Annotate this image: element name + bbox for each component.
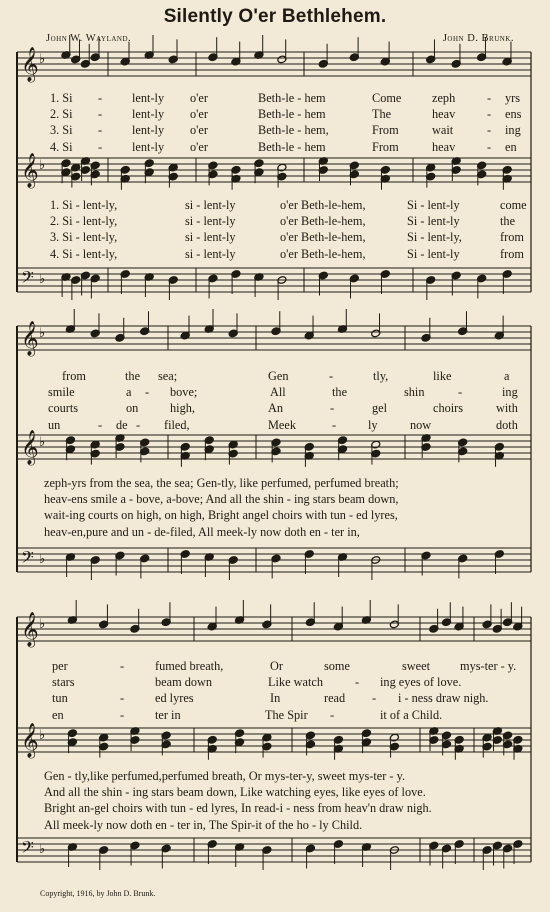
note-head <box>451 44 461 68</box>
lyric-syllable: - <box>120 707 125 722</box>
note-head <box>254 273 264 297</box>
lyric-syllable: read <box>324 691 346 706</box>
lyric-syllable: from <box>62 369 86 383</box>
lyric-syllable: the <box>500 214 516 229</box>
bass-clef-icon: 𝄢 <box>21 837 34 861</box>
lyric-syllable: - <box>145 385 150 400</box>
lyric-syllable: ens <box>505 107 522 122</box>
lyric-line <box>0 230 550 245</box>
note-head <box>208 37 218 61</box>
lyric-syllable: Beth-le - hem, <box>258 123 329 138</box>
lyric-syllable: sweet <box>402 659 430 673</box>
note-head <box>426 276 436 300</box>
lyric-syllable: - <box>458 385 463 400</box>
lyric-line <box>0 401 550 416</box>
lyric-syllable: 1. Si - lent-ly, <box>50 198 118 212</box>
lyric-syllable: o'er Beth-le-hem, <box>280 198 366 212</box>
hymn-title: Silently O'er Bethlehem. <box>163 6 387 27</box>
note-head <box>380 270 390 294</box>
lyric-syllable: heav-en,pure and un - de-filed, All meek-ly now doth en - ter in, <box>44 524 360 539</box>
note-head <box>503 602 513 626</box>
note-head <box>120 42 130 66</box>
bass-clef-icon: 𝄢 <box>21 267 34 291</box>
lyric-syllable: Gen <box>268 369 289 383</box>
lyric-syllable: - <box>120 691 125 706</box>
lyric-syllable: 4. Si <box>50 139 73 154</box>
note-head <box>228 556 238 580</box>
lyric-line <box>0 785 550 800</box>
note-head <box>502 270 512 294</box>
flat-sign-icon: ♭ <box>39 728 46 743</box>
lyric-syllable: 3. Si <box>50 123 73 138</box>
note-head <box>235 600 245 624</box>
note-head <box>262 846 272 870</box>
lyric-syllable: Gen - tly,like perfumed,perfumed breath, Or mys-ter-y, sweet mys-ter - y. <box>44 769 406 783</box>
note-head <box>67 600 77 624</box>
lyric-syllable: choirs <box>433 401 464 416</box>
lyric-line <box>0 214 550 229</box>
lyric-syllable: - <box>98 417 103 432</box>
lyric-syllable: like <box>433 369 452 383</box>
note-head <box>115 318 125 342</box>
lyric-syllable: o'er <box>190 107 208 122</box>
lyric-syllable: the <box>125 369 141 383</box>
note-head <box>337 309 347 333</box>
note-head <box>67 843 77 867</box>
lyric-syllable: beam down <box>155 675 213 690</box>
note-head <box>333 840 343 864</box>
note-head <box>494 316 504 340</box>
lyric-syllable: shin <box>404 385 425 400</box>
lyric-syllable: ter in <box>155 707 181 722</box>
note-head <box>71 276 81 300</box>
lyric-syllable: ly <box>368 417 378 432</box>
lyric-syllable: on <box>126 401 139 416</box>
treble-clef-icon: 𝄞 <box>21 612 39 647</box>
lyric-syllable: ed lyres <box>155 691 194 706</box>
lyric-syllable: - <box>120 659 125 673</box>
lyric-syllable: 3. Si - lent-ly, <box>50 230 118 245</box>
lyric-line <box>0 492 550 507</box>
lyric-syllable: en <box>505 139 517 154</box>
flat-sign-icon: ♭ <box>39 326 46 341</box>
note-head <box>254 35 264 59</box>
note-head <box>271 311 281 335</box>
note-head <box>318 44 328 68</box>
lyric-syllable: Like watch <box>268 675 323 690</box>
lyric-syllable: heav <box>432 107 456 122</box>
lyric-syllable: Si - lent-ly <box>407 198 460 212</box>
treble-clef-icon: 𝄞 <box>21 153 39 188</box>
lyric-syllable: the <box>332 385 348 400</box>
lyric-syllable: a <box>126 385 132 400</box>
lyric-syllable: Bright an-gel choirs with tun - ed lyres, In read-i - ness from heav'n draw nigh. <box>44 801 432 816</box>
copyright-notice: Copyright, 1916, by John D. Brunk. <box>40 889 156 898</box>
lyric-syllable: stars <box>52 675 75 690</box>
lyric-syllable: high, <box>170 401 195 416</box>
lyric-syllable: a <box>504 369 510 383</box>
lyric-line <box>0 508 550 523</box>
note-head <box>204 553 214 577</box>
note-head <box>337 553 347 577</box>
flat-sign-icon: ♭ <box>39 552 46 567</box>
note-head <box>130 609 140 633</box>
lyric-syllable: zeph-yrs from the sea, the sea; Gen-tly, like perfumed, perfumed breath; <box>44 476 399 490</box>
flat-sign-icon: ♭ <box>39 435 46 450</box>
lyric-syllable: o'er <box>190 91 208 105</box>
lyric-syllable: Si - lent-ly <box>407 214 460 229</box>
note-head <box>235 843 245 867</box>
note-head <box>161 602 171 626</box>
lyric-syllable: en <box>52 707 64 722</box>
note-head <box>494 550 504 574</box>
note-head <box>90 556 100 580</box>
note-head <box>231 270 241 294</box>
treble-clef-icon: 𝄞 <box>21 47 39 82</box>
lyric-syllable: In <box>270 691 281 706</box>
lyric-line <box>0 107 550 122</box>
lyric-syllable: o'er <box>190 139 208 154</box>
lyric-syllable: lent-ly <box>132 91 165 105</box>
flat-sign-icon: ♭ <box>39 617 46 632</box>
note-head <box>180 316 190 340</box>
lyric-syllable: courts <box>48 401 79 416</box>
lyric-syllable: o'er <box>190 123 208 138</box>
lyric-syllable: de <box>116 417 128 432</box>
note-head <box>65 553 75 577</box>
note-head <box>180 550 190 574</box>
note-head <box>458 311 468 335</box>
lyric-syllable: - <box>98 123 103 138</box>
note-head <box>61 35 71 59</box>
lyric-syllable: 1. Si <box>50 91 73 105</box>
lyric-syllable: Beth-le - hem <box>258 139 326 154</box>
lyric-syllable: smile <box>48 385 75 400</box>
lyric-syllable: come <box>500 198 527 212</box>
lyric-syllable: si - lent-ly <box>185 214 236 229</box>
lyric-syllable: 4. Si - lent-ly, <box>50 246 118 261</box>
note-head <box>90 37 100 61</box>
note-head <box>144 35 154 59</box>
lyric-syllable: ing eyes of love. <box>380 675 462 690</box>
lyric-syllable: - <box>487 107 492 122</box>
lyric-line <box>0 476 550 491</box>
lyric-line <box>0 91 550 106</box>
lyric-syllable: per <box>52 659 68 673</box>
note-head <box>492 609 502 633</box>
treble-clef-icon: 𝄞 <box>21 723 39 758</box>
lyricist-credit: John W. Wayland. <box>46 33 132 44</box>
note-head <box>389 846 399 870</box>
note-head <box>204 309 214 333</box>
lyric-line <box>0 140 550 155</box>
note-head <box>140 311 150 335</box>
lyric-syllable: - <box>487 139 492 154</box>
lyric-syllable: All <box>270 385 286 400</box>
lyric-syllable: - <box>487 91 492 105</box>
note-head <box>454 607 464 631</box>
note-head <box>361 600 371 624</box>
note-head <box>61 273 71 297</box>
note-head <box>513 840 523 864</box>
lyric-syllable: doth <box>496 417 518 432</box>
lyric-syllable: filed, <box>164 417 190 432</box>
flat-sign-icon: ♭ <box>39 158 46 173</box>
lyric-syllable: - <box>487 123 492 138</box>
lyric-syllable: wait-ing courts on high, on high, Bright angel choirs with tun - ed lyres, <box>44 508 398 523</box>
lyric-syllable: tun <box>52 691 68 706</box>
note-head <box>333 607 343 631</box>
lyric-syllable: wait <box>432 123 454 138</box>
lyric-syllable: si - lent-ly <box>185 230 236 245</box>
lyric-syllable: From <box>372 123 399 138</box>
lyric-syllable: - <box>372 691 377 706</box>
lyric-syllable: from <box>500 246 524 261</box>
lyric-syllable: lent-ly <box>132 123 165 138</box>
note-head <box>207 607 217 631</box>
lyric-syllable: o'er Beth-le-hem, <box>280 214 366 229</box>
note-head <box>380 42 390 66</box>
note-head <box>429 609 439 633</box>
lyric-syllable: 2. Si - lent-ly, <box>50 214 118 229</box>
flat-sign-icon: ♭ <box>39 842 46 857</box>
note-head <box>304 316 314 340</box>
lyric-line <box>0 708 550 723</box>
lyric-line <box>0 675 550 690</box>
lyric-syllable: yrs <box>505 91 521 105</box>
lyric-syllable: si - lent-ly <box>185 246 236 261</box>
lyric-line <box>0 123 550 138</box>
lyric-syllable: - <box>136 417 141 432</box>
lyric-syllable: o'er Beth-le-hem, <box>280 246 366 261</box>
lyric-syllable: The <box>372 107 392 122</box>
note-head <box>361 843 371 867</box>
lyric-syllable: heav <box>432 139 456 154</box>
lyric-syllable: sea; <box>158 369 178 383</box>
note-head <box>277 276 287 300</box>
lyric-syllable: Beth-le - hem <box>258 91 326 105</box>
lyric-syllable: it of a Child. <box>380 707 443 722</box>
note-head <box>65 309 75 333</box>
note-head <box>371 556 381 580</box>
note-head <box>207 840 217 864</box>
lyric-syllable: heav-ens smile a - bove, a-bove; And all the shin - ing stars beam down, <box>44 492 399 507</box>
bass-clef-icon: 𝄢 <box>21 547 34 571</box>
lyric-syllable: some <box>324 659 350 673</box>
lyric-syllable: un <box>48 417 61 432</box>
note-head <box>304 550 314 574</box>
lyric-line <box>0 801 550 816</box>
lyric-syllable: ing <box>505 123 521 138</box>
lyric-syllable: i - ness draw nigh. <box>398 691 489 706</box>
lyric-syllable: tly, <box>373 369 389 383</box>
lyric-syllable: Come <box>372 91 402 105</box>
lyric-line <box>0 525 550 540</box>
lyric-syllable: now <box>410 417 432 432</box>
lyric-line <box>0 198 550 213</box>
lyric-syllable: lent-ly <box>132 107 165 122</box>
lyric-syllable: lent-ly <box>132 139 165 154</box>
note-head <box>502 42 512 66</box>
lyric-syllable: - <box>330 401 335 416</box>
lyric-syllable: Or <box>270 659 283 673</box>
lyric-syllable: si - lent-ly <box>185 198 236 212</box>
lyric-syllable: gel <box>372 401 388 416</box>
lyric-syllable: o'er Beth-le-hem, <box>280 230 366 245</box>
note-head <box>144 273 154 297</box>
lyric-syllable: 2. Si <box>50 107 73 122</box>
lyric-syllable: All meek-ly now doth en - ter in, The Spir-it of the ho - ly Child. <box>44 817 363 832</box>
lyric-syllable: mys-ter - y. <box>460 659 517 673</box>
lyric-line <box>0 818 550 833</box>
flat-sign-icon: ♭ <box>39 52 46 67</box>
composer-credit: John D. Brunk. <box>442 33 514 44</box>
lyric-syllable: From <box>372 139 399 154</box>
lyric-syllable: ing <box>502 385 518 400</box>
note-head <box>349 37 359 61</box>
lyric-line <box>0 659 550 674</box>
lyric-syllable: - <box>329 369 334 383</box>
lyric-syllable: bove; <box>170 385 198 400</box>
lyric-line <box>0 385 550 400</box>
lyric-syllable: zeph <box>432 91 456 105</box>
lyric-syllable: - <box>332 417 337 432</box>
note-head <box>120 270 130 294</box>
note-head <box>99 846 109 870</box>
note-head <box>168 276 178 300</box>
lyric-syllable: from <box>500 230 524 245</box>
lyric-syllable: - <box>98 91 103 105</box>
note-head <box>80 44 90 68</box>
lyric-line <box>0 691 550 706</box>
note-head <box>477 37 487 61</box>
lyric-syllable: - <box>98 139 103 154</box>
lyric-syllable: Si - lent-ly, <box>407 230 462 245</box>
flat-sign-icon: ♭ <box>39 272 46 287</box>
lyric-line <box>0 369 550 384</box>
lyric-syllable: Si - lent-ly <box>407 246 460 261</box>
lyric-line <box>0 418 550 433</box>
lyric-syllable: The Spir <box>265 707 308 722</box>
treble-clef-icon: 𝄞 <box>21 430 39 465</box>
note-head <box>454 840 464 864</box>
note-head <box>441 602 451 626</box>
lyric-syllable: - <box>330 707 335 722</box>
lyric-syllable: An <box>268 401 284 416</box>
lyric-syllable: And all the shin - ing stars beam down, Like watching eyes, like eyes of love. <box>44 785 426 800</box>
note-head <box>231 42 241 66</box>
lyric-syllable: - <box>355 675 360 690</box>
lyric-syllable: with <box>496 401 518 416</box>
note-head <box>305 602 315 626</box>
lyric-syllable: Meek <box>268 417 296 432</box>
treble-clef-icon: 𝄞 <box>21 321 39 356</box>
lyric-syllable: - <box>98 107 103 122</box>
lyric-line <box>0 769 550 784</box>
note-head <box>421 318 431 342</box>
lyric-syllable: fumed breath, <box>155 659 224 673</box>
note-head <box>513 607 523 631</box>
lyric-syllable: Beth-le - hem <box>258 107 326 122</box>
lyric-line <box>0 247 550 262</box>
note-head <box>482 846 492 870</box>
